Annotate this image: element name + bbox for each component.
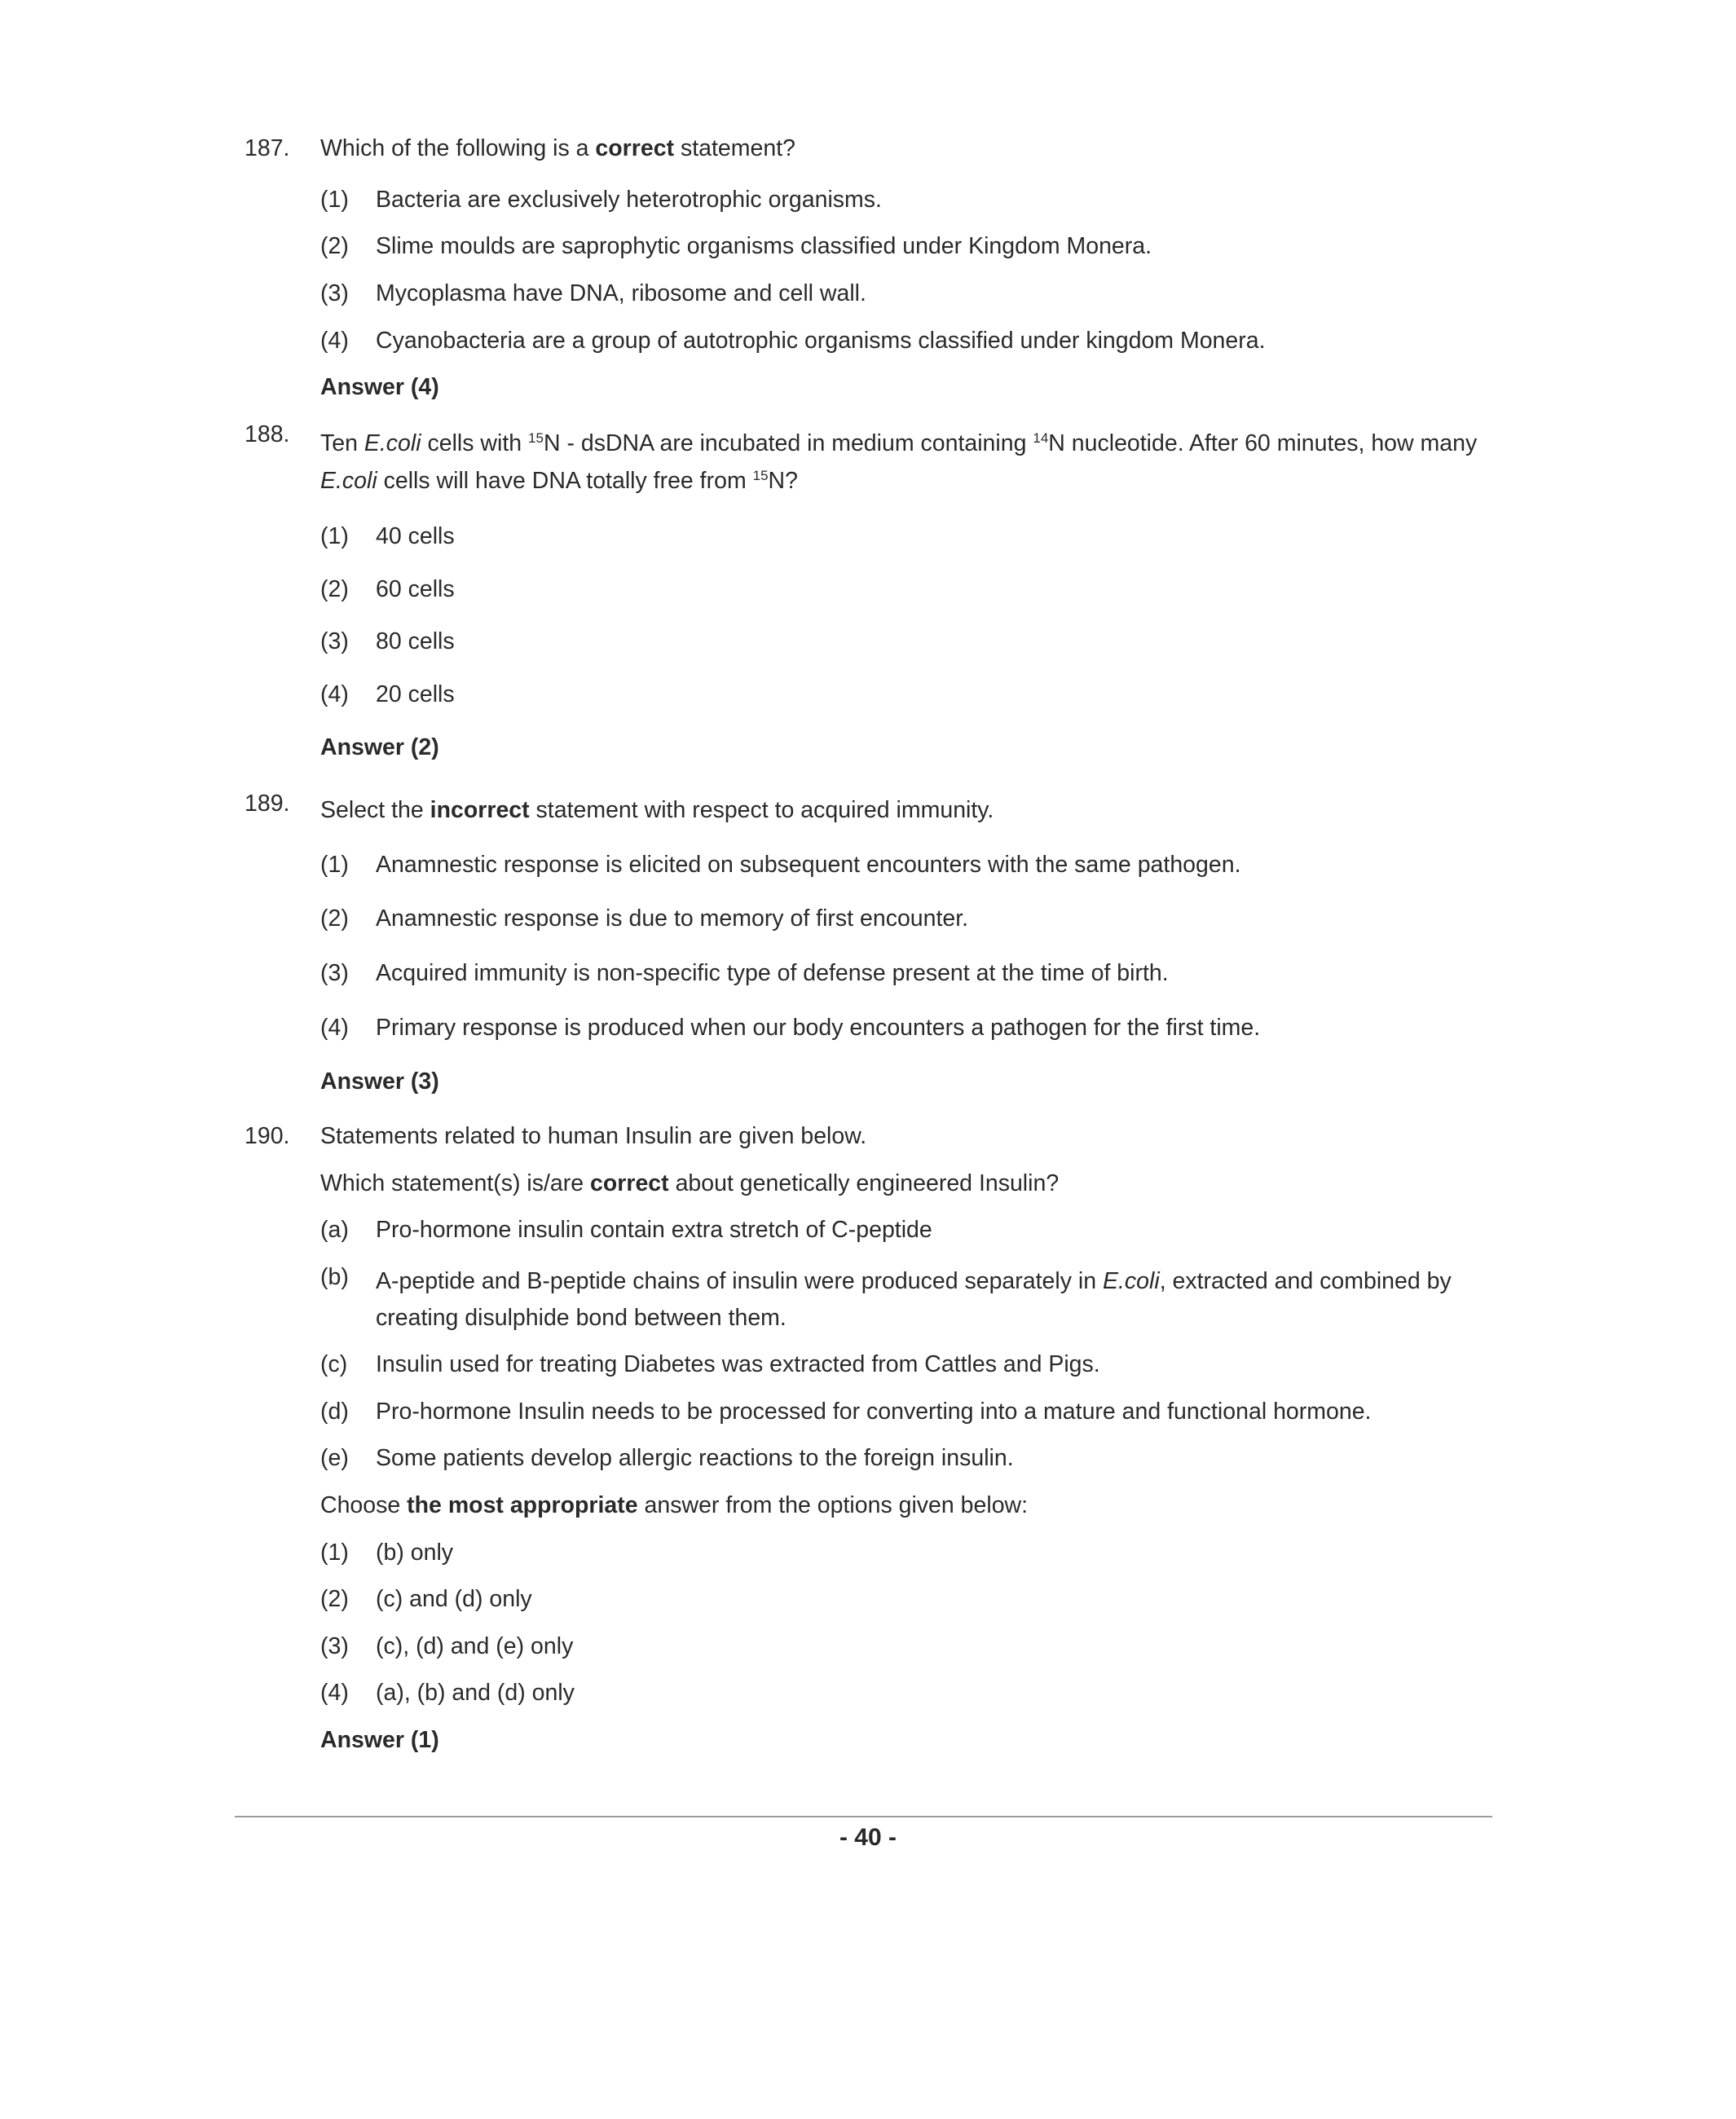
question-189: [245, 791, 1508, 1097]
question-number: 188.: [245, 421, 290, 447]
option-2: (2) Slime moulds are saprophytic organisms classified under Kingdom Monera.: [320, 233, 1152, 260]
question-number: 190.: [245, 1123, 290, 1149]
question-190: [245, 1122, 1508, 1756]
option-4: (4) (a), (b) and (d) only: [320, 1680, 575, 1707]
statement-b: (b) A-peptide and B-peptide chains of insulin were produced separately in E.coli, extracted and combined by creating disulphide bond between them.: [320, 1263, 1452, 1332]
question-number: 187.: [245, 135, 290, 161]
option-3: (3) Acquired immunity is non-specific type of defense present at the time of birth.: [320, 959, 1169, 986]
statement-a: (a) Pro-hormone insulin contain extra stretch of C-peptide: [320, 1217, 932, 1244]
option-1: (1) (b) only: [320, 1539, 454, 1566]
option-4: (4) Primary response is produced when our body encounters a pathogen for the first time.: [320, 1014, 1261, 1041]
statement-c: (c) Insulin used for treating Diabetes was extracted from Cattles and Pigs.: [320, 1351, 1100, 1378]
question-stem: Which of the following is a correct statement?: [320, 135, 795, 161]
option-4: (4) 20 cells: [320, 681, 455, 708]
statement-d: (d) Pro-hormone Insulin needs to be processed for converting into a mature and functional hormone.: [320, 1398, 1372, 1425]
question-prompt: Which statement(s) is/are correct about genetically engineered Insulin?: [320, 1170, 1060, 1196]
option-2: (2) 60 cells: [320, 575, 455, 602]
answer: Answer (2): [320, 734, 439, 760]
statement-e: (e) Some patients develop allergic reactions to the foreign insulin.: [320, 1445, 1014, 1472]
question-188: [245, 421, 1508, 762]
option-3: (3) Mycoplasma have DNA, ribosome and cell wall.: [320, 280, 866, 306]
question-stem: Select the incorrect statement with respect to acquired immunity.: [320, 797, 994, 823]
option-1: (1) 40 cells: [320, 523, 455, 550]
option-3: (3) 80 cells: [320, 628, 455, 655]
answer: Answer (4): [320, 374, 439, 401]
option-3: (3) (c), (d) and (e) only: [320, 1632, 574, 1659]
option-2: (2) (c) and (d) only: [320, 1586, 532, 1613]
option-1: (1) Anamnestic response is elicited on subsequent encounters with the same pathogen.: [320, 851, 1241, 878]
question-stem: Ten E.coli cells with $^{15}$N - dsDNA are incubated in medium containing $^{14}$N nucleotide. After 60 minutes, how many E.coli cells will have DNA totally free from $^{15}$N?: [320, 430, 1478, 494]
question-stem: Statements related to human Insulin are given below.: [320, 1123, 867, 1149]
question-187: [245, 134, 1508, 403]
footer-divider: [235, 1816, 1492, 1817]
answer: Answer (1): [320, 1727, 439, 1754]
choose-instruction: Choose the most appropriate answer from the options given below:: [320, 1491, 1029, 1518]
option-4: (4) Cyanobacteria are a group of autotrophic organisms classified under kingdom Monera.: [320, 327, 1266, 354]
page-number: - 40 -: [839, 1824, 897, 1851]
option-2: (2) Anamnestic response is due to memory of first encounter.: [320, 905, 969, 932]
option-1: (1) Bacteria are exclusively heterotrophic organisms.: [320, 186, 882, 213]
answer: Answer (3): [320, 1068, 439, 1095]
question-number: 189.: [245, 791, 290, 817]
